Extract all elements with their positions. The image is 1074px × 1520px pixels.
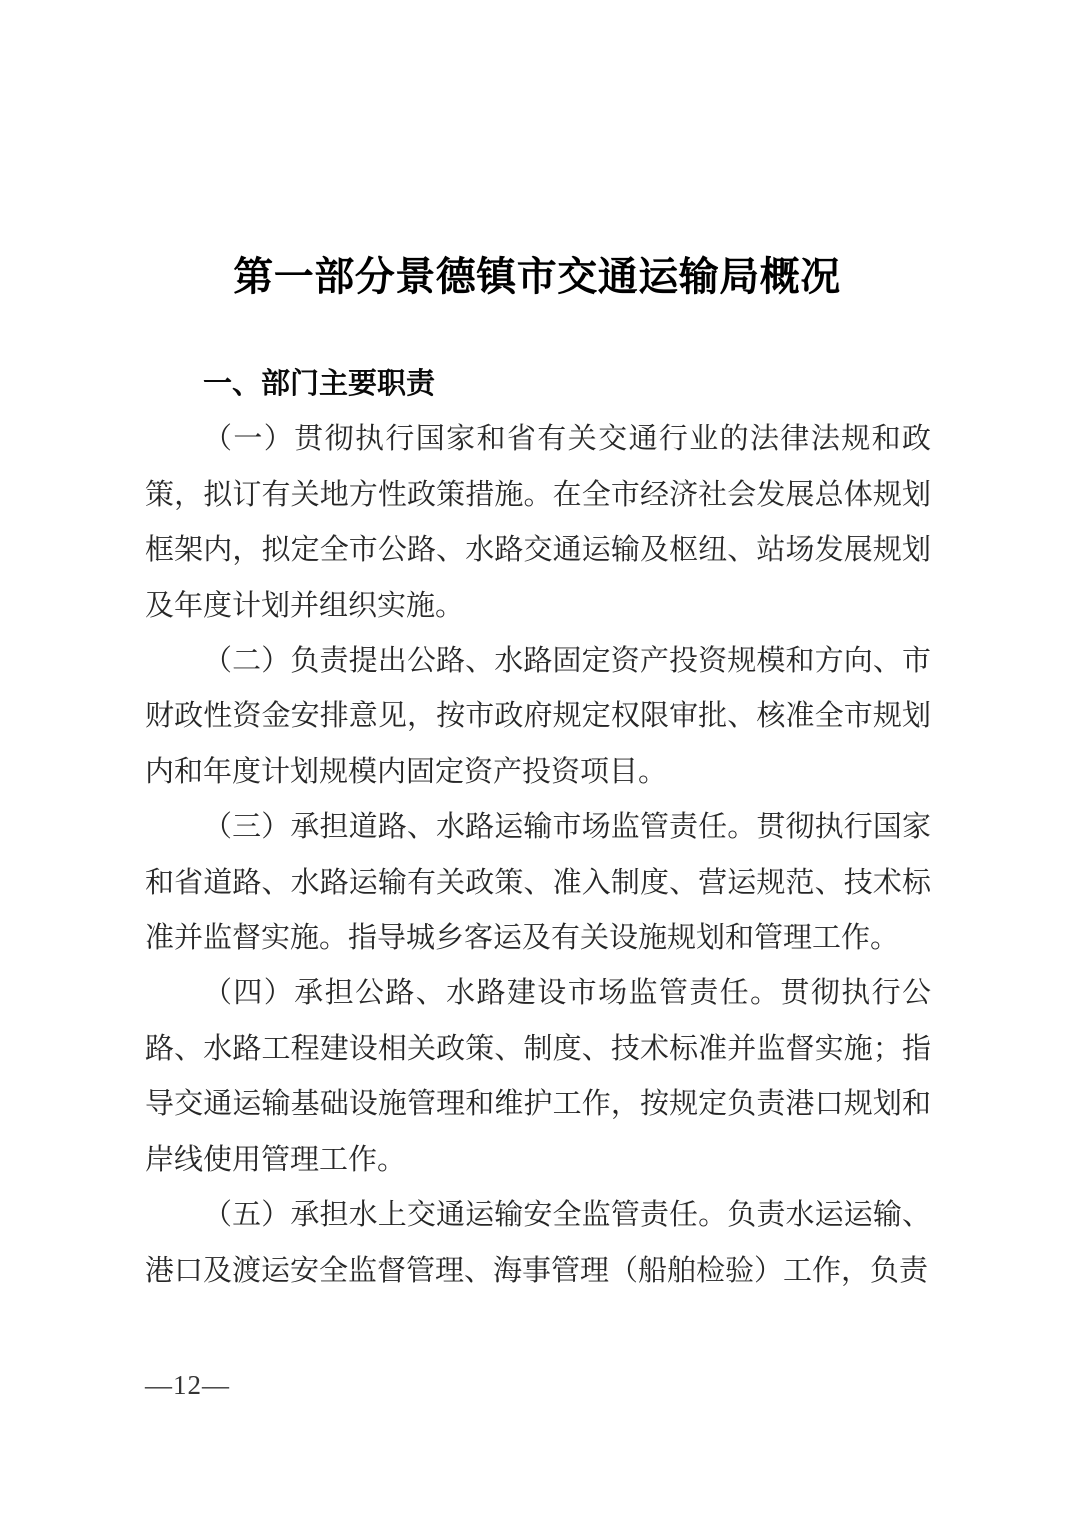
section-heading: 一、部门主要职责 [203, 368, 436, 400]
paragraph-3: （三）承担道路、水路运输市场监管责任。贯彻执行国家和省道路、水路运输有关政策、准入制度、营运规范、技术标准并监督实施。指导城乡客运及有关设施规划和管理工作。 [145, 811, 931, 955]
paragraph-5: （五）承担水上交通运输安全监管责任。负责水运运输、港口及渡运安全监督管理、海事管理（船舶检验）工作，负责 [145, 1199, 931, 1287]
paragraph-1: （一）贯彻执行国家和省有关交通行业的法律法规和政策，拟订有关地方性政策措施。在全市经济社会发展总体规划框架内，拟定全市公路、水路交通运输及枢纽、站场发展规划及年度计划并组织实施。 [145, 423, 931, 622]
page-number: —12— [145, 1370, 230, 1400]
document-body [145, 357, 931, 1299]
document-title: 第一部分景德镇市交通运输局概况 [233, 255, 841, 299]
paragraph-4: （四）承担公路、水路建设市场监管责任。贯彻执行公路、水路工程建设相关政策、制度、技术标准并监督实施；指导交通运输基础设施管理和维护工作，按规定负责港口规划和岸线使用管理工作。 [145, 977, 931, 1176]
paragraph-2: （二）负责提出公路、水路固定资产投资规模和方向、市财政性资金安排意见，按市政府规定权限审批、核准全市规划内和年度计划规模内固定资产投资项目。 [145, 645, 931, 788]
